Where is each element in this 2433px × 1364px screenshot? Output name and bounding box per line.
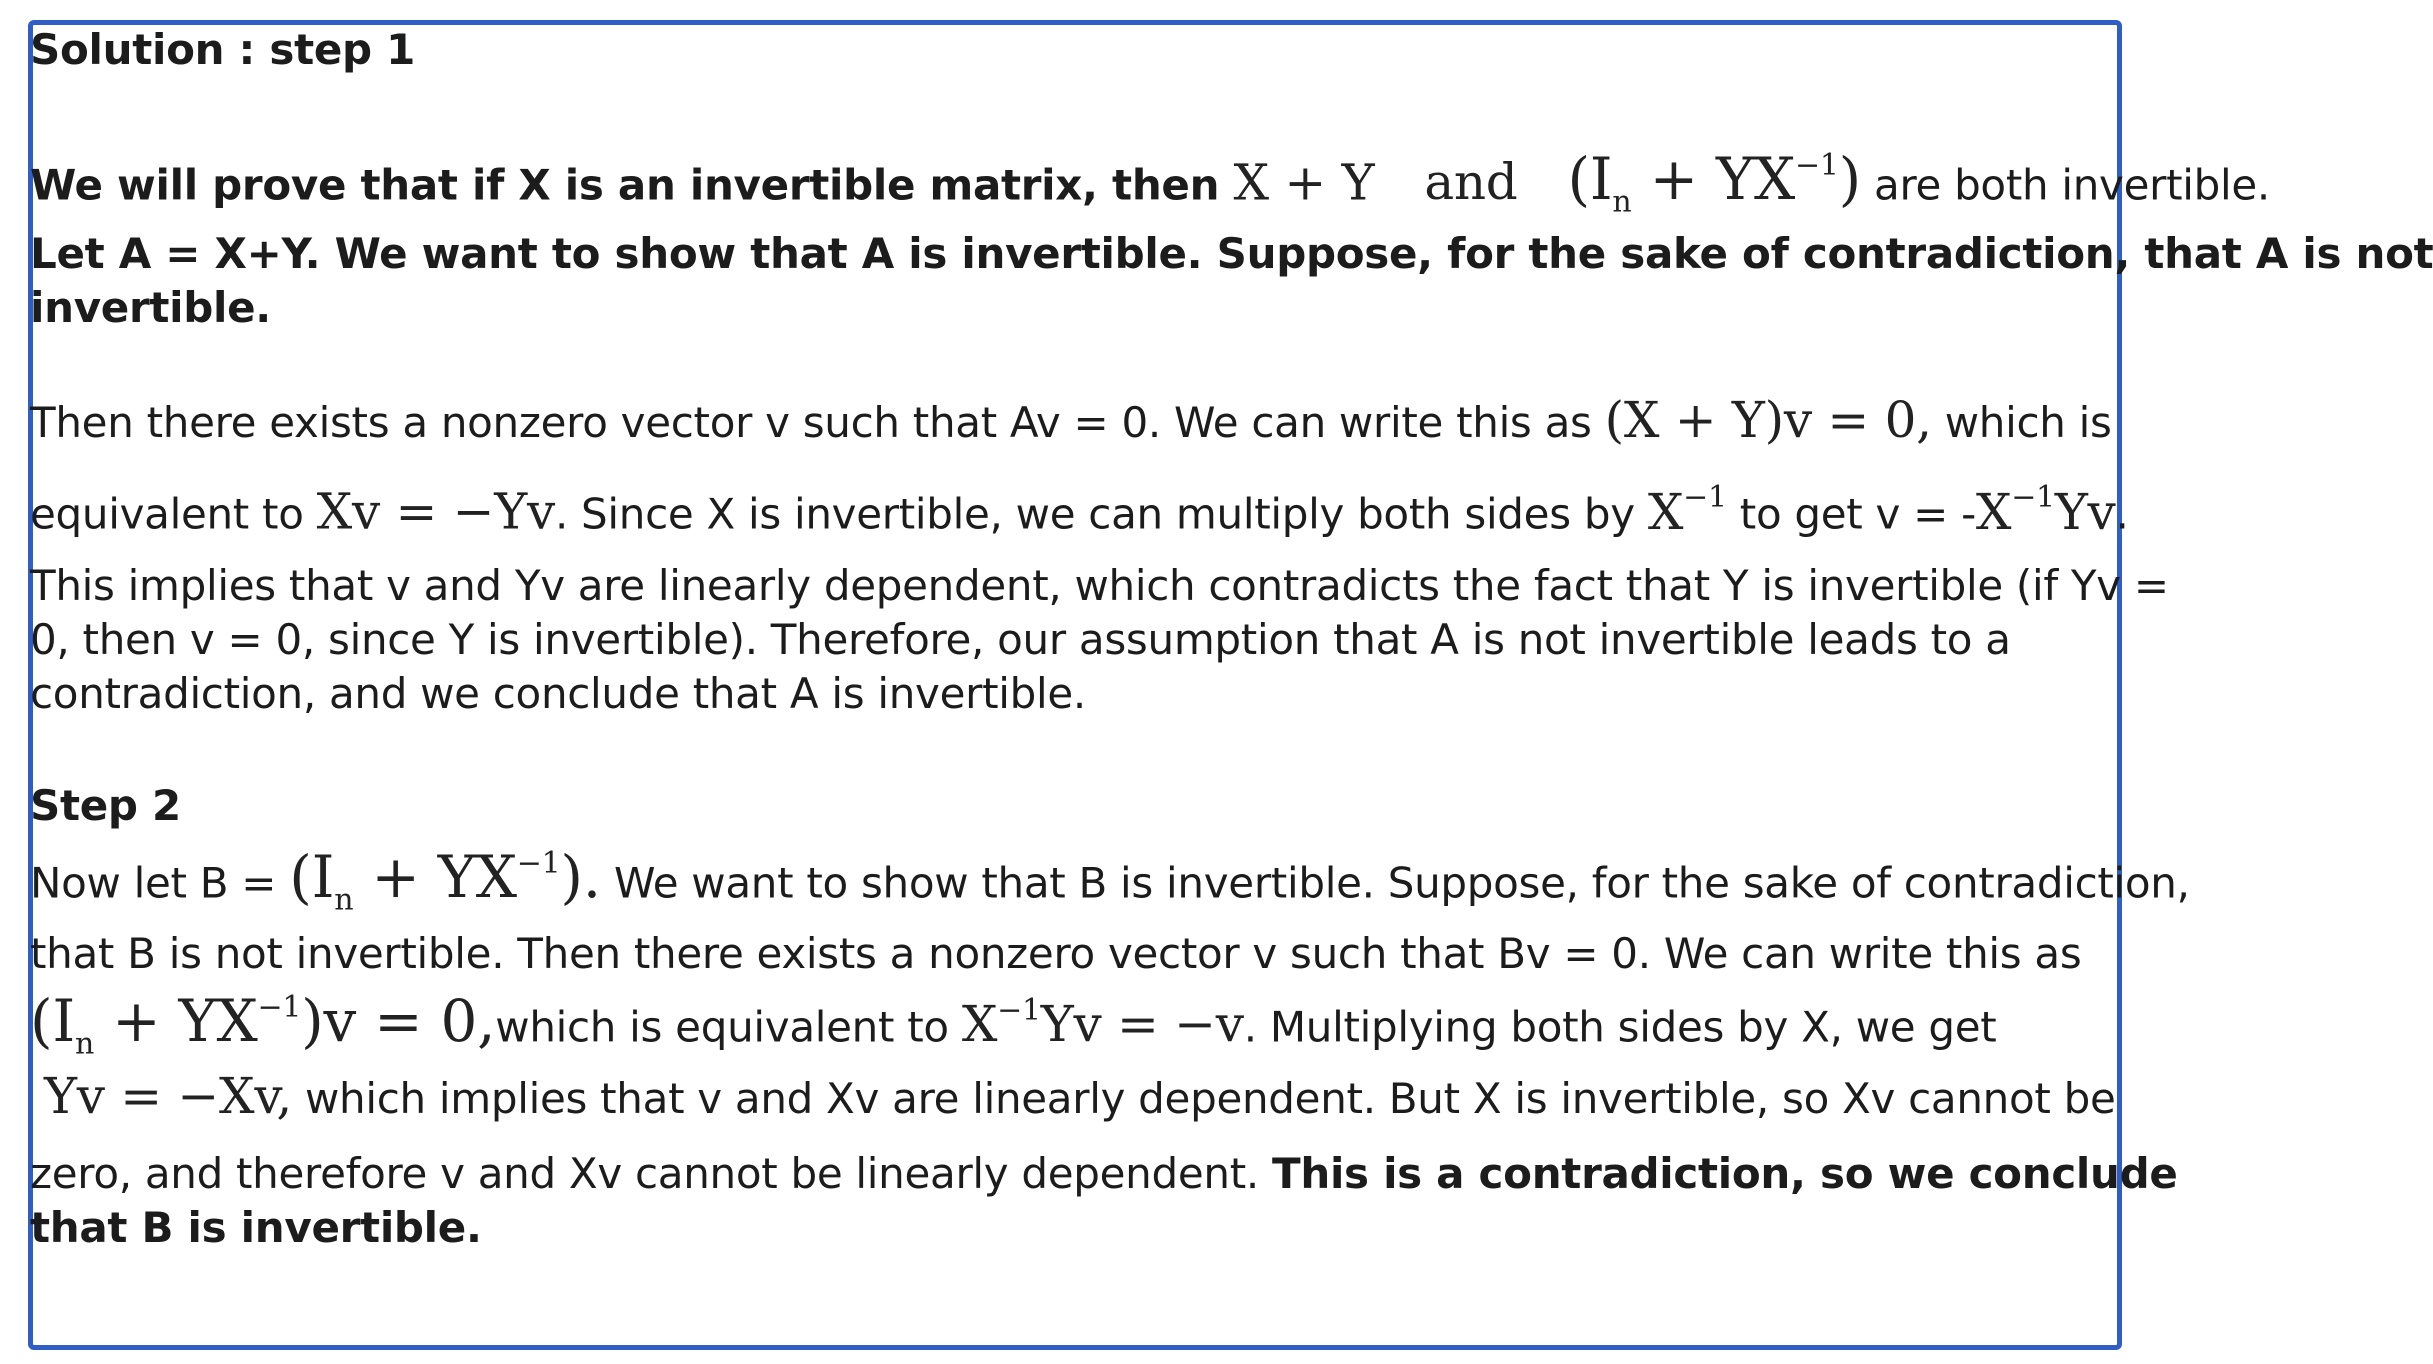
math-b-def: $(I_n + YX^{-1})$. — [289, 843, 601, 918]
p1-line-3: This implies that v and Yv are linearly dependent, which contradicts the fact that Y is invertible (if Yv = — [30, 561, 2169, 610]
p1-line-1: Then there exists a nonzero vector v such that Av = 0. We can write this as (X + Y)v = 0, which is — [30, 391, 2112, 449]
p2-line-6: that B is invertible. — [30, 1203, 482, 1252]
p2-line-4: Yv = −Xv, which implies that v and Xv are linearly dependent. But X is invertible, so Xv cannot be — [44, 1067, 2116, 1125]
p2-line-3: $(I_n + YX^{-1})v$ = 0,which is equivalent to $X^{-1}Yv = -v$. Multiplying both sides by X, we get — [30, 987, 1997, 1062]
intro-text: We will prove that if X is an invertible matrix, then — [30, 160, 1234, 210]
p2-line-2: that B is not invertible. Then there exists a nonzero vector v such that Bv = 0. We can write this as — [30, 929, 2082, 978]
step2-heading: Step 2 — [30, 781, 181, 830]
math-in-paren: $(I_n + YX^{-1})$ — [1567, 145, 1861, 220]
math-xv-eq: Xv = −Yv — [316, 482, 555, 541]
math-x-plus-y: X + Y — [1233, 153, 1375, 212]
let-a-line-2: invertible. — [30, 283, 271, 332]
math-x-inv-yv: $X^{-1}Yv$ — [1975, 480, 2116, 541]
intro-tail: are both invertible. — [1860, 160, 2270, 210]
math-x-plus-y-v: (X + Y)v = 0, — [1604, 391, 1932, 449]
p1-line-4: 0, then v = 0, since Y is invertible). Therefore, our assumption that A is not invertible leads to a — [30, 615, 2011, 664]
math-bv-eq: $(I_n + YX^{-1})v = 0$, — [30, 987, 496, 1062]
math-yv-eq: Yv = −Xv, — [44, 1067, 292, 1125]
p1-line-2: equivalent to Xv = −Yv. Since X is invertible, we can multiply both sides by $X^{-1}$ to get $v = -X^{-1}Yv$. — [30, 480, 2129, 541]
step1-heading: Solution : step 1 — [30, 25, 416, 74]
intro-line — [30, 142, 2270, 231]
p2-line-1: Now let $B = (I_n + YX^{-1})$. We want to show that B is invertible. Suppose, for the sake of contradiction, — [30, 843, 2190, 918]
let-a-line-1: Let A = X+Y. We want to show that A is invertible. Suppose, for the sake of contradiction, that A is not — [30, 229, 2433, 278]
math-and: and — [1424, 153, 1518, 212]
math-xinv-yv-eq: $X^{-1}Yv = -v$ — [961, 992, 1244, 1054]
p1-line-5: contradiction, and we conclude that A is invertible. — [30, 669, 1086, 718]
math-x-inverse: $X^{-1}$ — [1647, 480, 1727, 541]
p2-line-5: zero, and therefore v and Xv cannot be linearly dependent. This is a contradiction, so we conclude — [30, 1149, 2178, 1198]
